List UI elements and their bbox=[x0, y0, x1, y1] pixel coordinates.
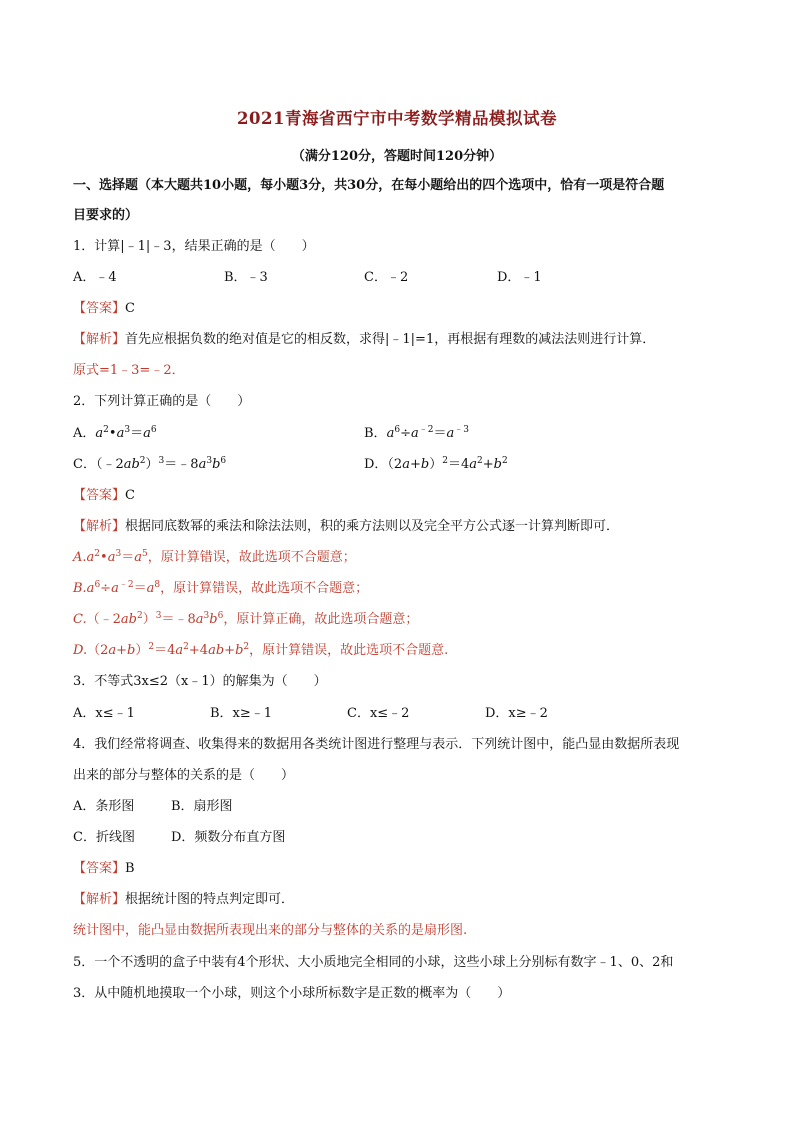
q1-option-d: D．﹣1 bbox=[497, 270, 542, 285]
page-subtitle: （满分120分，答题时间120分钟） bbox=[291, 149, 503, 164]
q3-option-b: B．x≥﹣1 bbox=[210, 706, 273, 721]
q5-stem-line1: 5．一个不透明的盒子中装有4个形状、大小质地完全相同的小球，这些小球上分别标有数字﹣1、0、2和 bbox=[73, 955, 674, 970]
page-title: 2021青海省西宁市中考数学精品模拟试卷 bbox=[237, 109, 557, 128]
q1-analysis bbox=[73, 331, 655, 349]
q2-analysis-text: 根据同底数幂的乘法和除法法则，积的乘方法则以及完全平方公式逐一计算判断即可． bbox=[125, 519, 620, 534]
q3-stem: 3．不等式3x≤2（x﹣1）的解集为（ ） bbox=[73, 674, 327, 689]
q2-option-a: A．$a^2•a^3=a^6$ bbox=[73, 425, 157, 441]
q1-option-a: A．﹣4 bbox=[73, 270, 117, 285]
q2-option-b: B．$a^6\div a^{﹣2}=a^{﹣3}$ bbox=[364, 425, 469, 441]
q2-analysis-tag: 【解析】 bbox=[73, 519, 126, 534]
q4-answer-tag: 【答案】 bbox=[73, 861, 126, 876]
q2-analysis bbox=[73, 518, 619, 536]
q4-option-b: B．扇形图 bbox=[171, 799, 233, 814]
q1-analysis-text: 首先应根据负数的绝对值是它的相反数，求得|﹣1|=1，再根据有理数的减法法则进行计算． bbox=[125, 332, 656, 347]
q4-option-d: D．频数分布直方图 bbox=[171, 830, 286, 845]
q2-note-b: $B.a^6\div a^{﹣2}=a^8$，原计算错误，故此选项不合题意； bbox=[73, 580, 369, 596]
q2-option-d: D．$(2a+b)^2=4a^2+b^2$ bbox=[364, 456, 508, 472]
q2-note-c: $C.(﹣2ab^2)^3=﹣8a^3b^6$，原计算正确，故此选项合题意； bbox=[73, 611, 419, 627]
q3-option-a: A．x≤﹣1 bbox=[73, 706, 135, 721]
q4-analysis-text: 根据统计图的特点判定即可． bbox=[125, 892, 295, 907]
q2-note-a: $A.a^2•a^3=a^5$，原计算错误，故此选项不合题意； bbox=[73, 549, 356, 565]
q4-stem-line2: 出来的部分与整体的关系的是（ ） bbox=[73, 768, 295, 783]
q1-answer-tag: 【答案】 bbox=[73, 301, 126, 316]
section-heading-line1: 一、选择题（本大题共10小题，每小题3分，共30分，在每小题给出的四个选项中，恰有一项是符合题 bbox=[73, 178, 665, 193]
q4-option-a: A．条形图 bbox=[73, 799, 135, 814]
q3-option-d: D．x≥﹣2 bbox=[485, 706, 548, 721]
q4-work: 统计图中，能凸显由数据所表现出来的部分与整体的关系的是扇形图. bbox=[73, 923, 468, 938]
q2-note-d: $D.(2a+b)^2=4a^2+4ab+b^2$，原计算错误，故此选项不合题意. bbox=[73, 642, 449, 658]
q2-option-c: C．$(﹣2ab^2)^3=﹣8a^3b^6$ bbox=[73, 456, 227, 472]
q1-option-c: C．﹣2 bbox=[364, 270, 409, 285]
q4-answer-value: B bbox=[125, 861, 135, 876]
q1-option-b: B．﹣3 bbox=[224, 270, 268, 285]
q4-analysis bbox=[73, 891, 294, 909]
q1-answer-value: C bbox=[125, 301, 135, 316]
q2-stem: 2．下列计算正确的是（ ） bbox=[73, 394, 251, 409]
q4-analysis-tag: 【解析】 bbox=[73, 892, 126, 907]
q1-work: 原式=1﹣3=﹣2． bbox=[73, 363, 185, 378]
q2-answer-value: C bbox=[125, 488, 135, 503]
q1-analysis-tag: 【解析】 bbox=[73, 332, 126, 347]
q4-stem-line1: 4．我们经常将调查、收集得来的数据用各类统计图进行整理与表示．下列统计图中，能凸显由数据所表现 bbox=[73, 737, 680, 752]
section-heading-line2: 目要求的） bbox=[73, 208, 139, 223]
q1-stem: 1．计算|﹣1|﹣3，结果正确的是（ ） bbox=[73, 239, 315, 254]
q2-answer bbox=[73, 487, 135, 505]
q2-answer-tag: 【答案】 bbox=[73, 488, 126, 503]
q4-option-c: C．折线图 bbox=[73, 830, 135, 845]
q1-answer bbox=[73, 300, 135, 318]
q3-option-c: C．x≤﹣2 bbox=[347, 706, 410, 721]
q5-stem-line2: 3．从中随机地摸取一个小球，则这个小球所标数字是正数的概率为（ ） bbox=[73, 986, 511, 1001]
q4-answer bbox=[73, 860, 135, 878]
